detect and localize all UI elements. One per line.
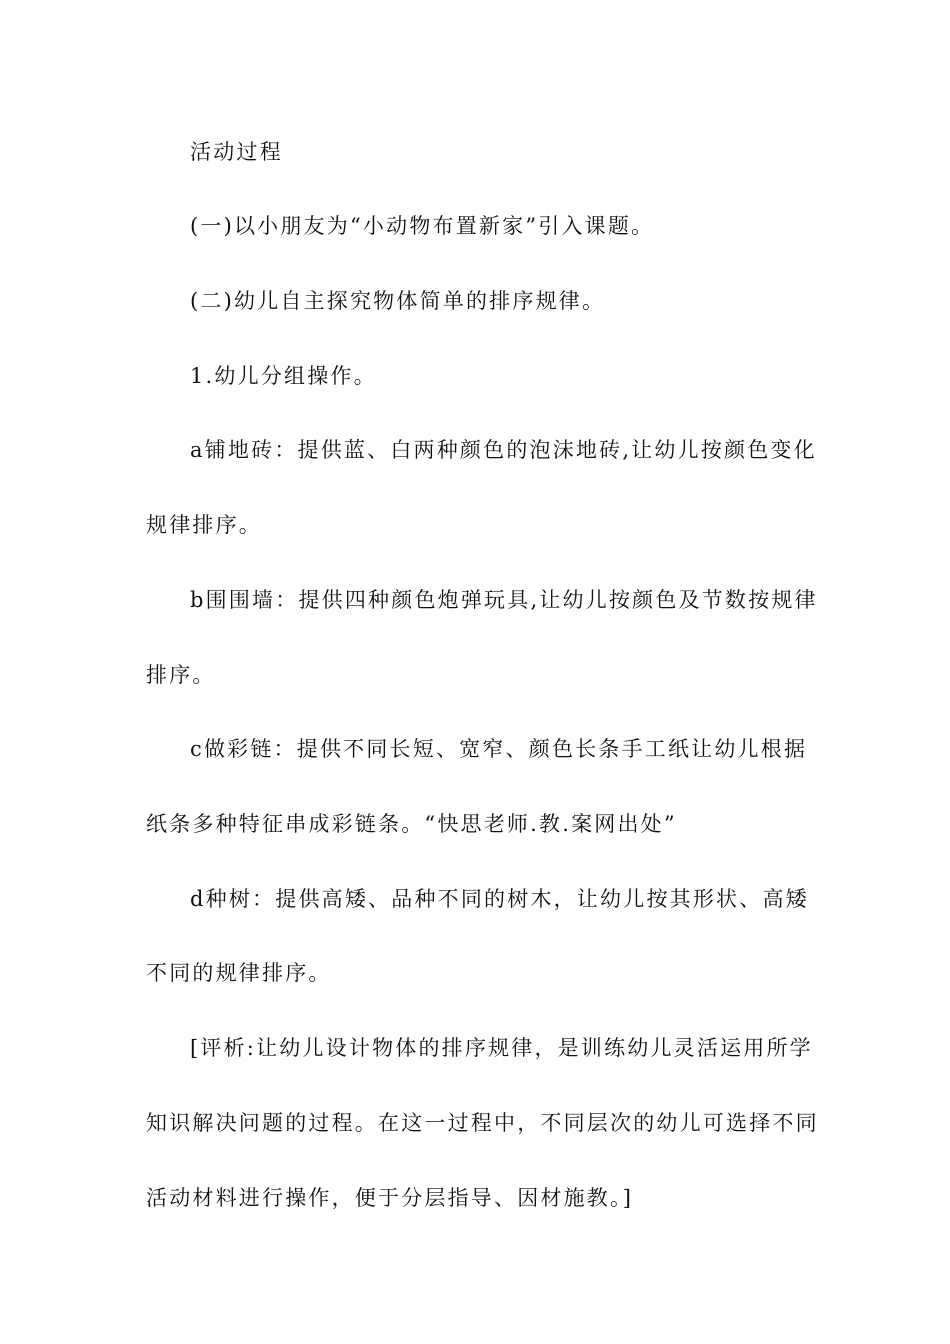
paragraph-line: (二)幼儿自主探究物体简单的排序规律。 <box>190 289 606 313</box>
paragraph-line: 不同的规律排序。 <box>146 961 332 985</box>
paragraph-line: a铺地砖：提供蓝、白两种颜色的泡沫地砖,让幼儿按颜色变化 <box>190 438 817 462</box>
paragraph-line: 知识解决问题的过程。在这一过程中，不同层次的幼儿可选择不同 <box>146 1111 819 1135</box>
paragraph-line: b围围墙：提供四种颜色炮弹玩具,让幼儿按颜色及节数按规律 <box>190 588 818 612</box>
paragraph-line: 纸条多种特征串成彩链条。“快思老师.教.案网出处” <box>146 812 677 836</box>
paragraph-line: c做彩链：提供不同长短、宽窄、颜色长条手工纸让幼儿根据 <box>190 737 808 761</box>
paragraph-line: [评析:让幼儿设计物体的排序规律，是训练幼儿灵活运用所学 <box>190 1036 813 1060</box>
paragraph-line: 活动材料进行操作，便于分层指导、因材施教。] <box>146 1186 634 1210</box>
paragraph-line: d种树：提供高矮、品种不同的树木，让幼儿按其形状、高矮 <box>190 887 809 911</box>
section-heading: 活动过程 <box>190 140 283 164</box>
paragraph-line: 排序。 <box>146 663 216 687</box>
paragraph-line: (一)以小朋友为“小动物布置新家”引入课题。 <box>190 214 655 238</box>
paragraph-line: 1.幼儿分组操作。 <box>190 364 377 388</box>
paragraph-line: 规律排序。 <box>146 513 262 537</box>
